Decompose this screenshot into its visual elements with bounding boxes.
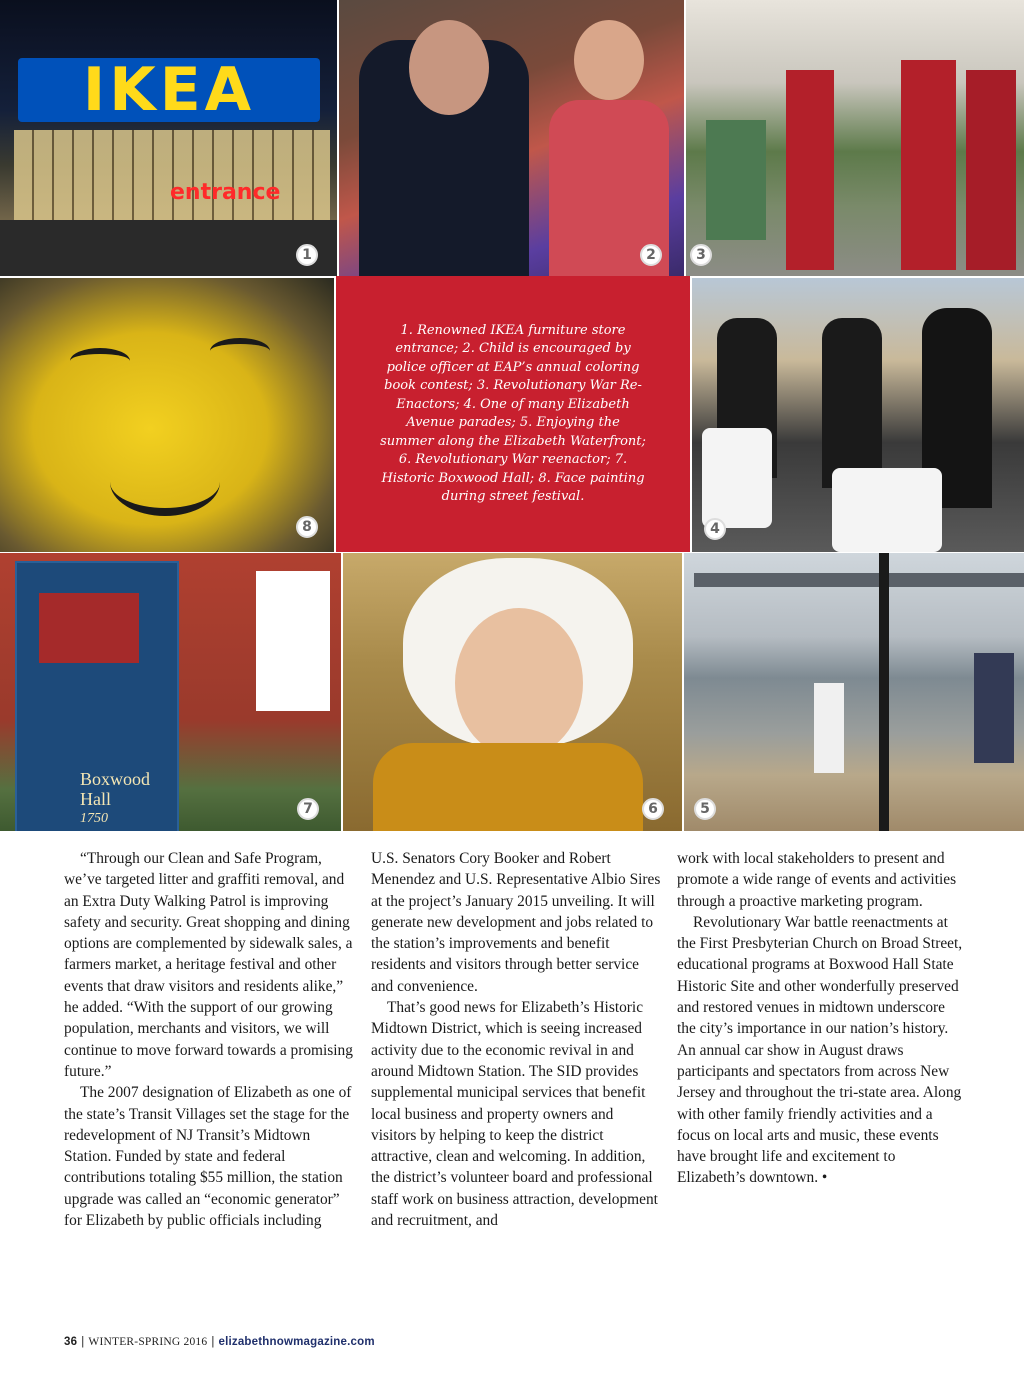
paragraph: Revolutionary War battle reenactments at the First Presbyterian Church on Broad Street, educational programs at Boxwood Hall State Historic Site and other wonderfully preserved and restored venues in midtown underscore the city’s importance in our nation’s history. An annual car show in August draws participants and spectators from across New Jersey and throughout the tri-state area. Along with other family friendly activities and a focus on local arts and music, these events have brought life and excitement to Elizabeth’s downtown. • (677, 913, 963, 1187)
ikea-logo-sign: IKEA (18, 58, 320, 122)
photo-revolutionary-reenactors (686, 0, 1024, 276)
photo-ikea-entrance (0, 0, 337, 276)
photo-avenue-parade (692, 278, 1024, 552)
reenactor-red-coat-2 (901, 60, 956, 270)
article-column-1 (64, 848, 354, 1231)
photo-number-4: 4 (704, 518, 726, 540)
paragraph: “Through our Clean and Safe Program, we’ve targeted litter and graffiti removal, and an Extra Duty Walking Patrol is improving safety and security. Great shopping and dining options are complemented by sidewalk sales, a farmers market, a heritage festival and other events that draw visitors and residents alike,” he added. “With the support of our growing population, merchants and visitors, we will continue to move forward towards a promising future.” (64, 850, 353, 1080)
visitor (814, 683, 844, 773)
article-column-3 (677, 848, 967, 1189)
face-paint-stripe (210, 338, 270, 364)
paragraph: U.S. Senators Cory Booker and Robert Menendez and U.S. Representative Albio Sires at the project’s January 2015 unveiling. It will generate new development and jobs related to the station’s improvements and benefit residents and visitors through better service and convenience. (371, 850, 661, 995)
yellow-dress (373, 743, 643, 831)
paragraph: That’s good news for Elizabeth’s Historic Midtown District, which is seeing increased activity due to the economic revival in and around Midtown Station. The SID provides supplemental municipal services that benefit local business and property owners and visitors by helping to keep the district attractive, clean and welcoming. In addition, the district’s volunteer board and professional staff work on business attraction, development and recruitment, and (371, 999, 658, 1230)
lamp-post (879, 553, 889, 831)
face-paint-mouth (110, 448, 220, 516)
issue-label: WINTER-SPRING 2016 (88, 1336, 208, 1348)
face-paint-stripe (70, 348, 130, 374)
boxwood-hall-sign-text: Boxwood Hall 1750 (80, 769, 151, 826)
drum (832, 468, 942, 552)
article-column-2 (371, 848, 661, 1231)
spectators (706, 120, 766, 240)
drum (702, 428, 772, 528)
photo-number-2: 2 (640, 244, 662, 266)
boxwood-hall-image (39, 593, 139, 663)
entrance-sign: entrance (170, 180, 281, 205)
bridge (694, 573, 1024, 587)
page-footer: 36 | WINTER-SPRING 2016 | elizabethnowmagazine.com (64, 1336, 375, 1348)
photo-number-6: 6 (642, 798, 664, 820)
photo-number-1: 1 (296, 244, 318, 266)
child-head (574, 20, 644, 100)
reenactor-red-coat-1 (786, 70, 834, 270)
store-windows (14, 130, 330, 220)
photo-number-5: 5 (694, 798, 716, 820)
visitor (974, 653, 1014, 763)
officer-head (409, 20, 489, 115)
photo-police-officer-child (339, 0, 684, 276)
reenactor-red-coat-3 (966, 70, 1016, 270)
photo-elizabeth-waterfront (684, 553, 1024, 831)
photo-number-7: 7 (297, 798, 319, 820)
paragraph: work with local stakeholders to present and promote a wide range of events and activities through a proactive marketing program. (677, 850, 957, 910)
paragraph: The 2007 designation of Elizabeth as one of the state’s Transit Villages set the stage for the redevelopment of NJ Transit’s Midtown Station. Funded by state and federal contributions totaling $55 million, the station upgrade was called an “economic generator” for Elizabeth by public officials including (64, 1084, 352, 1230)
photo-revolutionary-reenactor-girl (343, 553, 682, 831)
white-door (256, 571, 330, 711)
page-number: 36 (64, 1336, 78, 1348)
website-link[interactable]: elizabethnowmagazine.com (218, 1336, 375, 1348)
photo-face-painting (0, 278, 334, 552)
photo-caption: 1. Renowned IKEA furniture store entrance; 2. Child is encouraged by police officer at EAP’s annual coloring book contest; 3. Revolutionary War Re-Enactors; 4. One of many Elizabeth Avenue parades; 5. Enjoying the summer along the Elizabeth Waterfront; 6. Revolutionary War reenactor; 7. Historic Boxwood Hall; 8. Face painting during street festival. (380, 322, 646, 504)
girl-face (455, 608, 583, 758)
drummer-2 (822, 318, 882, 488)
photo-caption-box (336, 276, 690, 552)
photo-boxwood-hall (0, 553, 341, 831)
photo-number-3: 3 (690, 244, 712, 266)
photo-number-8: 8 (296, 516, 318, 538)
